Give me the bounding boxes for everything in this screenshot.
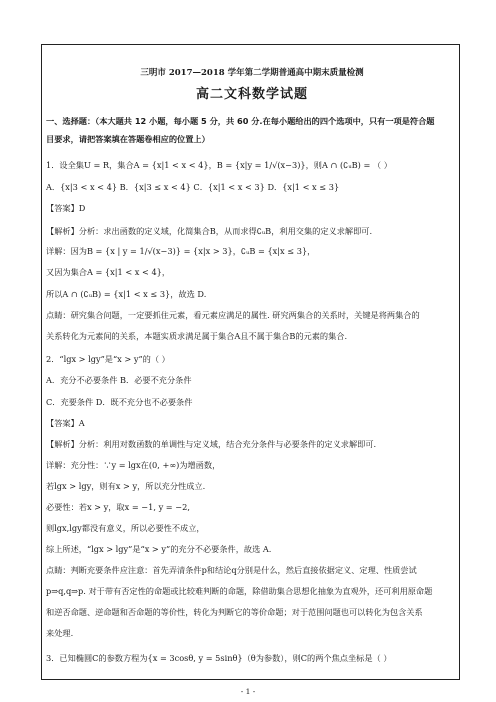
- question-2-comment-cont-2: 和逆否命题、逆命题和否命题的等价性，转化为判断它的等价命题；对于范围问题也可以转化为包含关系: [46, 607, 423, 617]
- question-1-answer: 【答案】D: [46, 203, 86, 213]
- question-2-answer: 【答案】A: [46, 418, 85, 428]
- section-heading: 一、选择题：（本大题共 12 小题，每小题 5 分，共 60 分.在每小题给出的四个选项中，只有一项是符合题: [46, 116, 435, 126]
- question-2-sufficiency: 若lgx > lgy，则有x > y，所以充分性成立.: [46, 481, 206, 491]
- exam-title: 高二文科数学试题: [195, 87, 308, 102]
- exam-subtitle: 三明市 2017—2018 学年第二学期普通高中期末质量检测: [140, 68, 364, 78]
- question-2-comment-cont-3: 来处理.: [46, 628, 74, 638]
- question-1-conclusion: 所以A ∩ (∁ᵤB) = {x|1 < x ≤ 3}，故选 D.: [46, 289, 207, 299]
- question-2-necessity: 必要性：若x > y，取x = −1, y = −2,: [46, 502, 190, 512]
- question-2-detail: 详解：充分性：∵y = lgx在(0, +∞)为增函数，: [46, 460, 221, 470]
- question-2-necessity-result: 则lgx,lgy都没有意义，所以必要性不成立，: [46, 523, 205, 533]
- question-2-summary: 综上所述，“lgx > lgy”是“x > y”的充分不必要条件，故选 A.: [46, 544, 272, 554]
- question-1-options: A．{x|3 < x < 4} B．{x|3 ≤ x < 4} C．{x|1 < x < 3} D．{x|1 < x ≤ 3}: [46, 182, 340, 192]
- question-1-comment: 点睛：研究集合问题，一定要抓住元素，看元素应满足的属性. 研究两集合的关系时，关键是将两集合的: [46, 310, 420, 320]
- question-2-comment-cont-1: p⇒q,q⇒p. 对于带有否定性的命题或比较难判断的命题，除借助集合思想化抽象为直观外，还可利用原命题: [46, 586, 433, 596]
- question-1-comment-cont: 关系转化为元素间的关系，本题实质求满足属于集合A且不属于集合B的元素的集合.: [46, 331, 348, 341]
- question-2-analysis: 【解析】分析：利用对数函数的单调性与定义域，结合充分条件与必要条件的定义求解即可.: [46, 439, 377, 449]
- question-1-detail: 详解：因为B = {x | y = 1/√(x−3)} = {x|x > 3}，∁ᵤB = {x|x ≤ 3}，: [46, 246, 316, 256]
- question-2-options-cd: C．充要条件 D．既不充分也不必要条件: [46, 397, 193, 407]
- question-1-also: 又因为集合A = {x|1 < x < 4}，: [46, 267, 171, 277]
- question-2-options-ab: A．充分不必要条件 B．必要不充分条件: [46, 375, 192, 385]
- question-1-analysis: 【解析】分析：求出函数的定义域，化简集合B，从而求得∁ᵤB，利用交集的定义求解即可.: [46, 226, 373, 236]
- section-heading-cont: 目要求，请把答案填在答题卷相应的位置上）: [46, 134, 210, 144]
- question-1-stem: 1．设全集U = R，集合A = {x|1 < x < 4}，B = {x|y = 1/√(x−3)}，则A ∩ (∁ᵤB) = （ ）: [46, 160, 392, 170]
- question-3-stem: 3．已知椭圆C的参数方程为{x = 3cosθ, y = 5sinθ}（θ为参数），则C的两个焦点坐标是（ ）: [46, 653, 392, 663]
- question-2-stem: 2．“lgx > lgy”是“x > y”的（ ）: [46, 354, 170, 364]
- page-number: - 1 -: [240, 687, 256, 696]
- question-2-comment: 点睛：判断充要条件应注意：首先弄清条件p和结论q分别是什么，然后直接依据定义、定理、性质尝试: [46, 565, 417, 575]
